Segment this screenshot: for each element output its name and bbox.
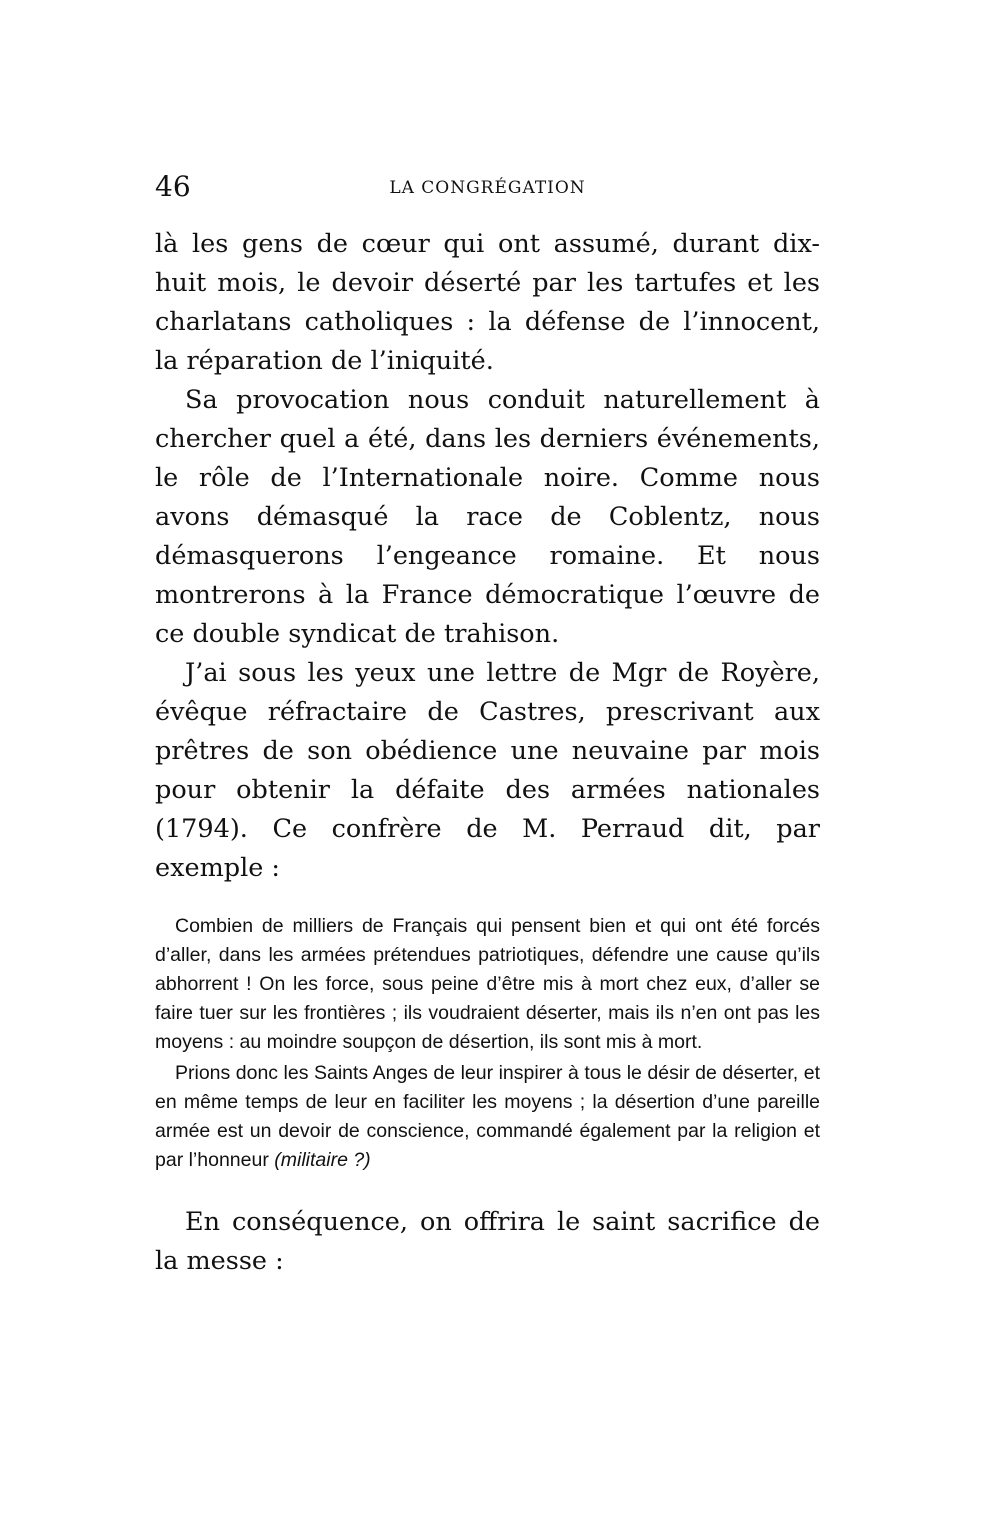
quote-italic-note: (militaire ?) xyxy=(274,1149,371,1171)
body-text xyxy=(155,225,820,1281)
quote-paragraph-2 xyxy=(155,1059,820,1175)
page-header xyxy=(155,170,820,204)
paragraph-2: Sa provocation nous conduit naturellement à chercher quel a été, dans les derniers événements, le rôle de l’Internationale noire. Comme nous avons démasqué la race de Coblentz, nous démasquerons l’engeance romaine. Et nous montrerons à la France démocratique l’œuvre de ce double syndicat de trahison. xyxy=(155,385,820,649)
page-number: 46 xyxy=(155,170,191,203)
running-title: LA CONGRÉGATION xyxy=(389,178,586,198)
quote-paragraph-1: Combien de milliers de Français qui pensent bien et qui ont été forcés d’aller, dans les armées prétendues patriotiques, défendre une cause qu’ils abhorrent ! On les force, sous peine d’être mis à mort chez eux, d’aller se faire tuer sur les frontières ; ils voudraient déserter, mais ils n’en ont pas les moyens : au moindre soupçon de désertion, ils sont mis à mort. xyxy=(155,915,820,1053)
paragraph-4: En conséquence, on offrira le saint sacrifice de la messe : xyxy=(155,1207,820,1276)
quote-paragraph-2-text: Prions donc les Saints Anges de leur inspirer à tous le désir de déserter, et en même temps de leur en faciliter les moyens ; la désertion d’une pareille armée est un devoir de conscience, commandé également par la religion et par l’honneur xyxy=(155,1062,820,1171)
block-quote xyxy=(155,912,820,1175)
paragraph-3: J’ai sous les yeux une lettre de Mgr de Royère, évêque réfractaire de Castres, prescrivant aux prêtres de son obédience une neuvaine par mois pour obtenir la défaite des armées nationales (1794). Ce confrère de M. Perraud dit, par exemple : xyxy=(155,658,820,883)
paragraph-1: là les gens de cœur qui ont assumé, durant dix-huit mois, le devoir déserté par les tartufes et les charlatans catholiques : la défense de l’innocent, la réparation de l’iniquité. xyxy=(155,229,820,376)
